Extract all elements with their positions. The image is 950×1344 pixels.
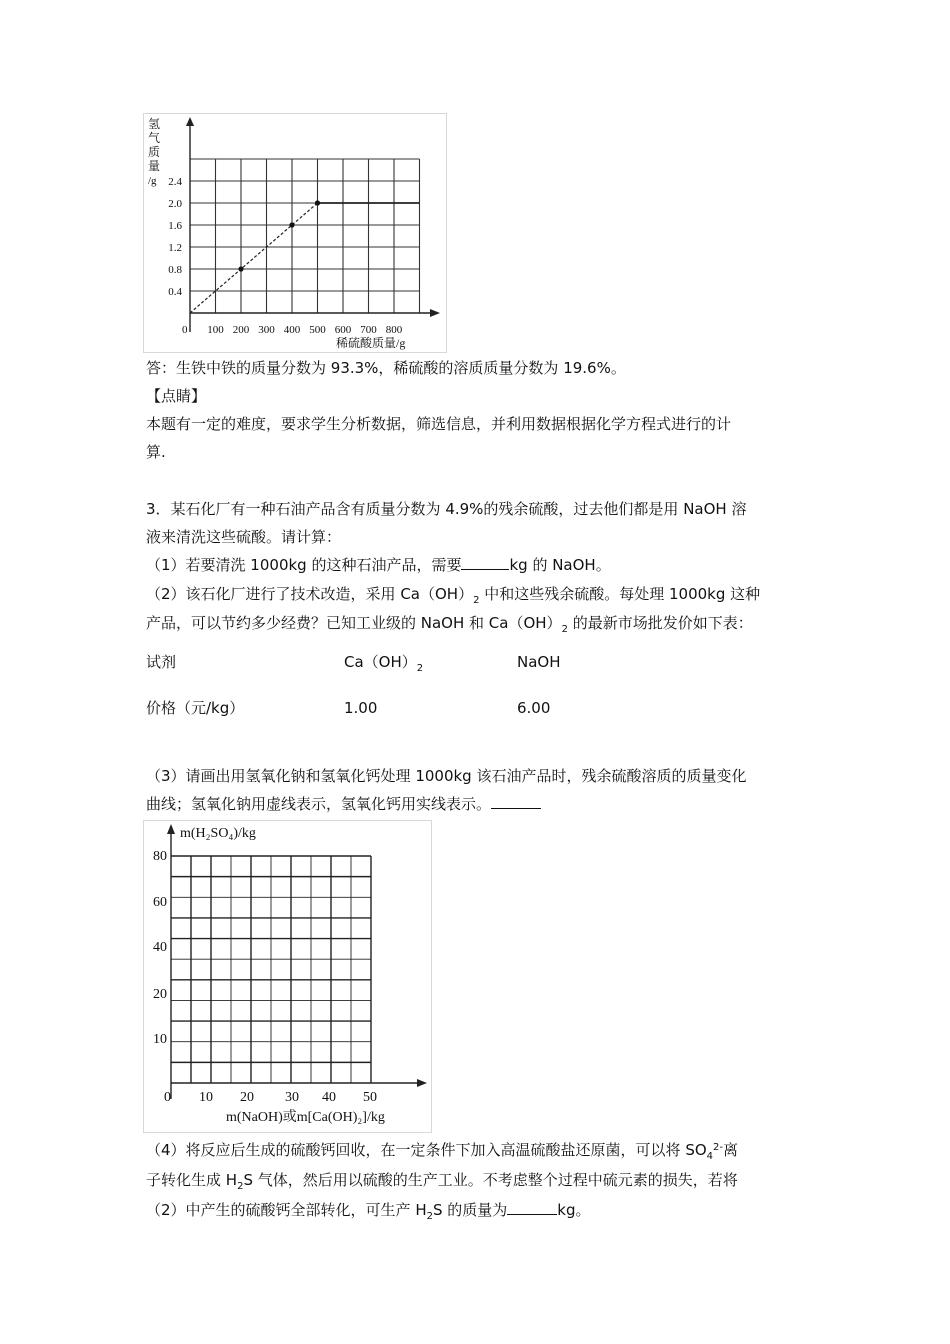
y-tick-label: 2.4 [168, 176, 182, 188]
subscript: 2 [473, 595, 480, 606]
x-axis-arrow [430, 309, 440, 317]
sulfuric-acid-mass-grid-svg[interactable] [144, 821, 431, 1132]
origin-label: 0 [164, 1090, 171, 1105]
y-tick-label: 60 [153, 895, 167, 910]
q3-intro-line-1: 3．某石化厂有一种石油产品含有质量分数为 4.9%的残余硫酸，过去他们都是用 NaOH 溶 [146, 500, 747, 518]
table-header-naoh: NaOH [517, 653, 561, 671]
table-header-caoh [344, 652, 423, 672]
answer-line: 答：生铁中铁的质量分数为 93.3%，稀硫酸的溶质质量分数为 19.6%。 [146, 359, 626, 377]
dianjing-body-line-1: 本题有一定的难度，要求学生分析数据，筛选信息，并利用数据根据化学方程式进行的计 [146, 415, 732, 433]
q3-part3-line-1: （3）请画出用氢氧化钠和氢氧化钙处理 1000kg 该石油产品时，残余硫酸溶质的质量变化 [146, 767, 747, 785]
x-tick-label: 400 [283, 324, 301, 336]
table-header-reagent: 试剂 [146, 653, 177, 671]
x-tick-label: 50 [363, 1090, 377, 1105]
x-tick-label: 20 [240, 1090, 254, 1105]
q3-intro-line-2: 液来清洗这些硫酸。请计算： [146, 528, 342, 546]
superscript: 2- [713, 1142, 724, 1153]
y-tick-label: 20 [153, 987, 167, 1002]
y-tick-labels [153, 849, 167, 1047]
q3-part4-text-f: S 的质量为 [432, 1201, 508, 1219]
sulfuric-acid-mass-grid [143, 820, 432, 1133]
y-tick-label: 1.2 [168, 242, 182, 254]
answer-blank-part4[interactable] [507, 1198, 557, 1215]
y-axis-arrow [167, 824, 175, 834]
x-tick-label: 600 [334, 324, 352, 336]
x-axis-arrow [417, 1079, 427, 1087]
x-tick-labels [199, 1090, 377, 1105]
data-point [238, 266, 243, 271]
data-point [315, 200, 320, 205]
x-tick-label: 700 [360, 324, 377, 336]
q3-part4-text-e: （2）中产生的硫酸钙全部转化，可生产 H [146, 1201, 427, 1219]
y-label-char: /g [148, 175, 157, 187]
q3-part4-line-3 [146, 1196, 590, 1224]
y-tick-label: 2.0 [168, 198, 182, 210]
q3-part4-text-c: 子转化生成 H [146, 1171, 238, 1189]
chart-grid [190, 159, 420, 313]
table-cell-caoh-price: 1.00 [344, 699, 378, 717]
dianjing-body-line-2: 算. [146, 443, 166, 461]
x-axis-label: 稀硫酸质量/g [336, 336, 406, 350]
answer-blank-part1[interactable] [461, 553, 509, 570]
q3-part2-text-d: 的最新市场批发价如下表： [567, 614, 753, 632]
subscript: 2 [561, 624, 568, 635]
x-tick-label: 40 [322, 1090, 336, 1105]
chart-series [190, 200, 420, 313]
y-label-char: 质 [148, 145, 161, 159]
subscript: 2 [426, 1211, 433, 1222]
dianjing-title: 【点睛】 [146, 387, 207, 405]
q3-part1-text-a: （1）若要清洗 1000kg 的这种石油产品，需要 [146, 556, 462, 574]
x-tick-label: 100 [207, 324, 224, 336]
y-tick-label: 40 [153, 940, 167, 955]
q3-part4-text-d: S 气体，然后用以硫酸的生产工业。不考虑整个过程中硫元素的损失，若将 [243, 1171, 738, 1189]
y-tick-label: 0.8 [168, 264, 182, 276]
subscript: 2 [416, 663, 424, 674]
y-axis-label [148, 117, 160, 187]
q3-part2-text-c: 产品，可以节约多少经费？已知工业级的 NaOH 和 Ca（OH） [146, 614, 562, 632]
q3-part3-text: 曲线；氢氧化钠用虚线表示，氢氧化钙用实线表示。 [146, 795, 492, 813]
q3-part1-text-b: kg 的 NaOH。 [509, 556, 611, 574]
x-tick-label: 500 [309, 324, 326, 336]
series-line-dashed [190, 203, 318, 313]
x-tick-label: 30 [285, 1090, 299, 1105]
y-tick-label: 1.6 [168, 220, 182, 232]
y-tick-label: 80 [153, 849, 167, 864]
q3-part2-line-2 [146, 609, 753, 637]
answer-blank-part3[interactable] [491, 792, 541, 809]
y-tick-label: 0.4 [168, 286, 182, 298]
y-label-char: 气 [148, 131, 161, 145]
q3-part1 [146, 551, 611, 579]
y-tick-label: 10 [153, 1032, 167, 1047]
y-axis-arrow [186, 117, 194, 126]
q3-part2-line-1 [146, 580, 760, 608]
table-cell-naoh-price: 6.00 [517, 699, 551, 717]
data-point [289, 222, 294, 227]
q3-part4-text-b: 离 [723, 1141, 739, 1159]
x-tick-label: 800 [385, 324, 403, 336]
hydrogen-mass-chart [143, 113, 447, 353]
q3-part4-text-a: （4）将反应后生成的硫酸钙回收，在一定条件下加入高温硫酸盐还原菌，可以将 SO [146, 1141, 707, 1159]
x-tick-label: 300 [258, 324, 275, 336]
x-tick-labels [207, 324, 403, 336]
subscript: 4 [706, 1151, 714, 1162]
q3-part2-text-b: 中和这些残余硫酸。每处理 1000kg 这种 [479, 585, 761, 603]
subscript: 2 [237, 1181, 244, 1192]
y-tick-labels [168, 176, 182, 298]
table-row-price-label: 价格（元/kg） [146, 699, 245, 717]
hydrogen-mass-chart-svg [144, 114, 446, 352]
x-tick-label: 10 [199, 1090, 213, 1105]
x-axis-label: m(NaOH)或m[Ca(OH)₂]/kg [226, 1110, 385, 1125]
x-tick-label: 200 [232, 324, 250, 336]
q3-part2-text-a: （2）该石化厂进行了技术改造，采用 Ca（OH） [146, 585, 474, 603]
table-header-caoh-text: Ca（OH） [344, 653, 417, 671]
q3-part4-line-2 [146, 1166, 738, 1194]
origin-label: 0 [182, 324, 188, 336]
chart-grid [171, 856, 371, 1083]
y-label-char: 量 [148, 159, 161, 173]
q3-part3-line-2 [146, 790, 541, 818]
y-label-char: 氢 [148, 117, 161, 131]
y-axis-label: m(H₂SO₄)/kg [180, 826, 256, 841]
q3-part4-text-g: kg。 [557, 1201, 591, 1219]
q3-part4-line-1 [146, 1136, 738, 1164]
